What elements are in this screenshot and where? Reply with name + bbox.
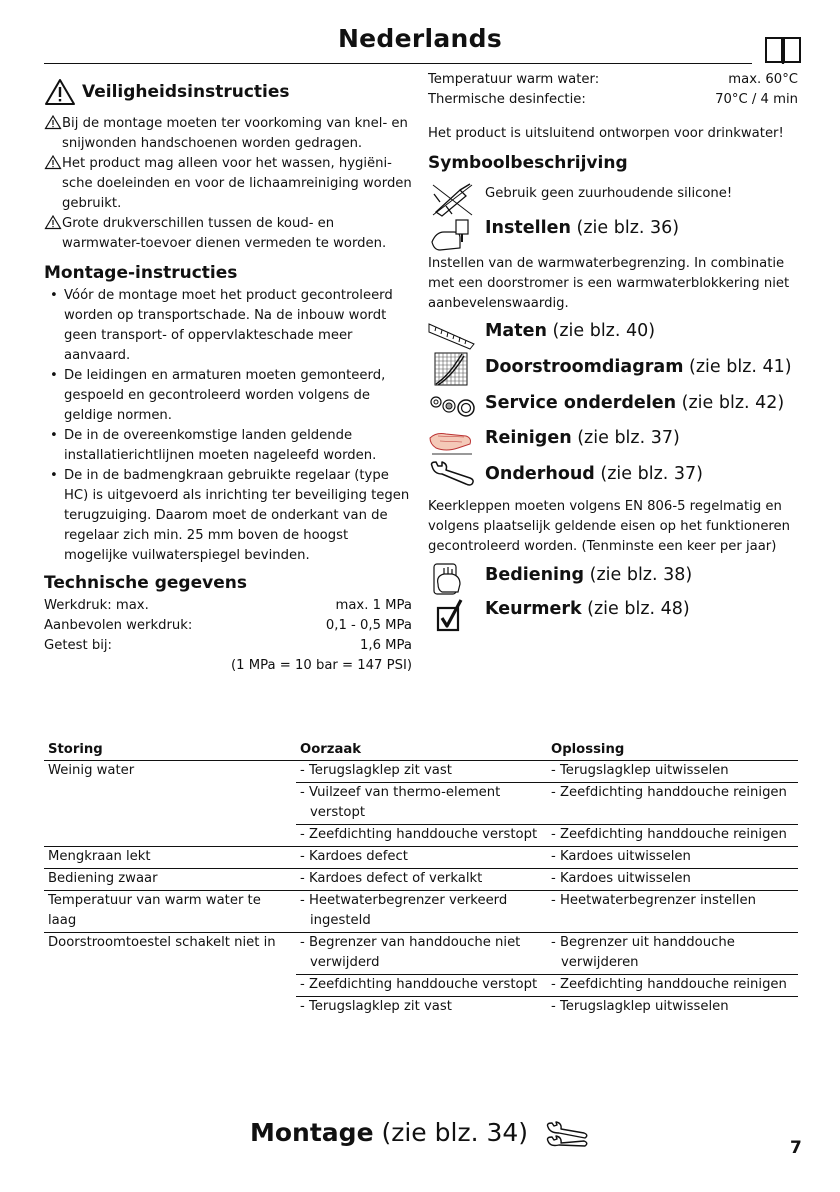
warning-icon: [44, 78, 76, 106]
symbol-keurmerk: Keurmerk (zie blz. 48): [485, 599, 690, 619]
list-item: • De leidingen en armaturen moeten gemonteerd, gespoeld en gecontroleerd worden volgens de geldige normen.: [44, 366, 412, 426]
table-row: - Zeefdichting handdouche verstopt - Zeefdichting handdouche reinigen: [44, 975, 798, 997]
symbol-doorstroom: Doorstroomdiagram (zie blz. 41): [485, 357, 792, 377]
table-row: Doorstroomtoestel schakelt niet in - Begrenzer van handdouche niet verwijderd - Begrenzer uit handdouche verwijderen: [44, 933, 798, 975]
col-header: Storing: [44, 740, 296, 761]
symbol-instellen: Instellen (zie blz. 36): [485, 218, 680, 238]
tech-specs-right: Temperatuur warm water: max. 60°C Thermische desinfectie: 70°C / 4 min Het product is uitsluitend ontworpen voor drinkwater!: [428, 70, 798, 144]
hand-adjust-icon: [430, 218, 476, 252]
warning-small-icon: [44, 214, 62, 230]
table-row: Mengkraan lekt - Kardoes defect - Kardoes uitwisselen: [44, 847, 798, 869]
symbol-maten: Maten (zie blz. 40): [485, 321, 656, 341]
list-item: • De in de badmengkraan gebruikte regelaar (type HC) is uitgevoerd als inrichting ter beveiliging tegen terugzuiging. Daarom moet de onderkant van de regelaar zich min. 25 mm boven de hoogst mogelijke vuilwaterspiegel bevinden.: [44, 466, 412, 566]
montage-heading: Montage-instructies: [44, 263, 238, 283]
footer-reference: Montage (zie blz. 34): [0, 1118, 840, 1147]
ruler-icon: [428, 320, 476, 350]
symbol-bediening: Bediening (zie blz. 38): [485, 565, 693, 585]
service-parts-icon: [428, 392, 476, 420]
cleaning-hand-icon: [428, 424, 476, 456]
operation-hand-icon: [430, 562, 474, 596]
table-header-row: [44, 740, 798, 761]
safety-item: Grote drukverschillen tussen de koud- en warmwater-toevoer dienen vermeden te worden.: [44, 214, 412, 254]
page-number: 7: [790, 1138, 802, 1158]
montage-list: [44, 286, 412, 566]
safety-section: [44, 78, 412, 676]
symbol-reinigen: Reinigen (zie blz. 37): [485, 428, 680, 448]
warning-small-icon: [44, 114, 62, 130]
silicone-gun-icon: [430, 182, 476, 218]
table-row: - Zeefdichting handdouche verstopt - Zeefdichting handdouche reinigen: [44, 825, 798, 847]
symbol-onderhoud: Onderhoud (zie blz. 37): [485, 464, 703, 484]
unit-note: (1 MPa = 10 bar = 147 PSI): [231, 658, 412, 673]
flow-diagram-icon: [434, 352, 468, 386]
safety-item: Het product mag alleen voor het wassen, hygiëni-sche doeleinden en voor de lichaamreiniging worden gebruikt.: [44, 154, 412, 214]
header-rule: [44, 63, 752, 64]
onderhoud-desc: Keerkleppen moeten volgens EN 806-5 regelmatig en volgens plaatselijk geldende eisen op het funktioneren gecontroleerd worden. (Tenminste een keer per jaar): [428, 499, 791, 554]
table-row: Weinig water - Terugslagklep zit vast - Terugslagklep uitwisselen: [44, 761, 798, 783]
safety-heading: Veiligheidsinstructies: [82, 82, 290, 102]
instellen-desc: Instellen van de warmwaterbegrenzing. In combinatie met een doorstromer is een warmwaterblokkering niet aanbevelenswaardig.: [428, 256, 790, 311]
tools-icon: [544, 1121, 590, 1147]
warning-small-icon: [44, 154, 62, 170]
drinkwater-note: Het product is uitsluitend ontworpen voor drinkwater!: [428, 126, 784, 141]
table-row: - Vuilzeef van thermo-element verstopt - Zeefdichting handdouche reinigen: [44, 783, 798, 825]
col-header: Oplossing: [547, 740, 798, 761]
list-item: • Vóór de montage moet het product gecontroleerd worden op transportschade. Na de inbouw wordt geen transport- of oppervlakteschade meer aanvaard.: [44, 286, 412, 366]
symbols-heading: Symboolbeschrijving: [428, 153, 628, 173]
symbol-service: Service onderdelen (zie blz. 42): [485, 393, 785, 413]
tech-specs: Werkdruk: max. max. 1 MPa Aanbevolen werkdruk: 0,1 - 0,5 MPa Getest bij: 1,6 MPa (1 MPa = 10 bar = 147 PSI): [44, 596, 412, 676]
troubleshooting-table: [44, 740, 798, 1018]
checkmark-icon: [436, 598, 464, 632]
safety-item: Bij de montage moeten ter voorkoming van knel- en snijwonden handschoenen worden gedragen.: [44, 114, 412, 154]
table-row: - Terugslagklep zit vast - Terugslagklep uitwisselen: [300, 999, 729, 1014]
col-header: Oorzaak: [296, 740, 547, 761]
table-row: Bediening zwaar - Kardoes defect of verkalkt - Kardoes uitwisselen: [44, 869, 798, 891]
tech-heading: Technische gegevens: [44, 573, 247, 593]
table-row: Temperatuur van warm water te laag - Heetwaterbegrenzer verkeerd ingesteld - Heetwaterbegrenzer instellen: [44, 891, 798, 933]
wrench-icon: [428, 460, 476, 488]
list-item: • De in de overeenkomstige landen geldende installatierichtlijnen moeten nageleefd worden.: [44, 426, 412, 466]
book-icon: [764, 33, 802, 64]
page-title: Nederlands: [337, 24, 503, 53]
silicone-note: Gebruik geen zuurhoudende silicone!: [485, 186, 733, 201]
